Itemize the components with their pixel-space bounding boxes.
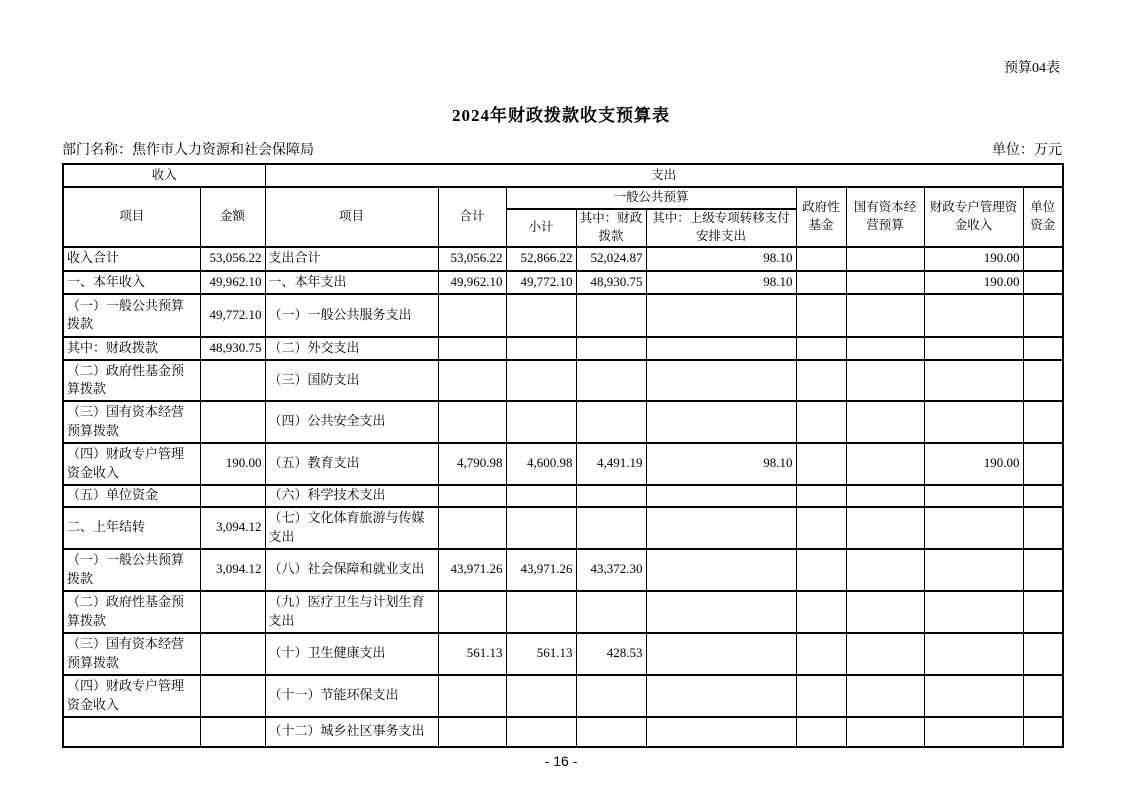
gov-fund-cell — [796, 485, 846, 507]
header-fiscal-appropriation: 其中：财政拨款 — [576, 209, 646, 247]
unit-funds-cell — [1023, 443, 1063, 485]
total-cell — [438, 717, 506, 747]
expense-item-cell: （八）社会保障和就业支出 — [265, 549, 438, 591]
header-row-sections — [63, 164, 1063, 187]
state-capital-cell — [846, 337, 924, 360]
fiscal-appropriation-cell: 4,491.19 — [576, 443, 646, 485]
fiscal-appropriation-cell — [576, 717, 646, 747]
state-capital-cell — [846, 401, 924, 443]
unit-funds-cell — [1023, 549, 1063, 591]
total-cell: 561.13 — [438, 633, 506, 675]
expense-item-cell: （九）医疗卫生与计划生育支出 — [265, 591, 438, 633]
subtotal-cell — [506, 401, 576, 443]
subtotal-cell — [506, 337, 576, 360]
table-row — [63, 485, 1063, 507]
header-row-columns — [63, 187, 1063, 209]
meta-row — [62, 139, 1062, 159]
budget-table — [62, 163, 1064, 748]
subtotal-cell: 49,772.10 — [506, 271, 576, 294]
special-account-cell — [924, 337, 1023, 360]
fiscal-appropriation-cell — [576, 507, 646, 549]
income-amount-cell — [200, 717, 265, 747]
gov-fund-cell — [796, 401, 846, 443]
income-item-cell: 收入合计 — [63, 247, 200, 271]
total-cell — [438, 360, 506, 401]
department-name-label: 部门名称：焦作市人力资源和社会保障局 — [62, 143, 314, 158]
fiscal-appropriation-cell — [576, 294, 646, 337]
header-gov-fund: 政府性基金 — [796, 187, 846, 247]
table-row — [63, 337, 1063, 360]
income-amount-cell: 53,056.22 — [200, 247, 265, 271]
superior-transfer-cell — [646, 294, 796, 337]
superior-transfer-cell — [646, 485, 796, 507]
income-amount-cell: 48,930.75 — [200, 337, 265, 360]
header-state-capital-budget: 国有资本经营预算 — [846, 187, 924, 247]
header-income-amount: 金额 — [200, 187, 265, 247]
expense-item-cell: （三）国防支出 — [265, 360, 438, 401]
gov-fund-cell — [796, 360, 846, 401]
special-account-cell: 190.00 — [924, 247, 1023, 271]
state-capital-cell — [846, 717, 924, 747]
subtotal-cell: 43,971.26 — [506, 549, 576, 591]
income-amount-cell — [200, 360, 265, 401]
special-account-cell — [924, 294, 1023, 337]
table-row — [63, 717, 1063, 747]
superior-transfer-cell: 98.10 — [646, 247, 796, 271]
income-item-cell: （二）政府性基金预算拨款 — [63, 591, 200, 633]
table-row — [63, 675, 1063, 717]
fiscal-appropriation-cell — [576, 485, 646, 507]
income-amount-cell — [200, 591, 265, 633]
superior-transfer-cell — [646, 633, 796, 675]
special-account-cell: 190.00 — [924, 443, 1023, 485]
unit-funds-cell — [1023, 717, 1063, 747]
total-cell: 4,790.98 — [438, 443, 506, 485]
superior-transfer-cell — [646, 675, 796, 717]
fiscal-appropriation-cell — [576, 401, 646, 443]
header-general-public-budget: 一般公共预算 — [506, 187, 796, 209]
unit-funds-cell — [1023, 360, 1063, 401]
unit-funds-cell — [1023, 294, 1063, 337]
table-row — [63, 591, 1063, 633]
table-row — [63, 443, 1063, 485]
expense-item-cell: （五）教育支出 — [265, 443, 438, 485]
total-cell — [438, 675, 506, 717]
special-account-cell — [924, 507, 1023, 549]
subtotal-cell: 52,866.22 — [506, 247, 576, 271]
subtotal-cell — [506, 591, 576, 633]
income-item-cell: （三）国有资本经营预算拨款 — [63, 401, 200, 443]
state-capital-cell — [846, 591, 924, 633]
superior-transfer-cell — [646, 401, 796, 443]
income-item-cell: 一、本年收入 — [63, 271, 200, 294]
expense-item-cell: （十）卫生健康支出 — [265, 633, 438, 675]
table-row — [63, 294, 1063, 337]
unit-funds-cell — [1023, 247, 1063, 271]
table-row — [63, 360, 1063, 401]
subtotal-cell — [506, 294, 576, 337]
total-cell: 43,971.26 — [438, 549, 506, 591]
special-account-cell: 190.00 — [924, 271, 1023, 294]
expense-item-cell: （十二）城乡社区事务支出 — [265, 717, 438, 747]
income-item-cell: （四）财政专户管理资金收入 — [63, 443, 200, 485]
total-cell — [438, 401, 506, 443]
state-capital-cell — [846, 360, 924, 401]
state-capital-cell — [846, 443, 924, 485]
table-body — [63, 247, 1063, 747]
header-unit-funds: 单位资金 — [1023, 187, 1063, 247]
income-amount-cell: 190.00 — [200, 443, 265, 485]
special-account-cell — [924, 360, 1023, 401]
header-income-item: 项目 — [63, 187, 200, 247]
fiscal-appropriation-cell — [576, 360, 646, 401]
state-capital-cell — [846, 633, 924, 675]
header-expenditure-section: 支出 — [265, 164, 1063, 187]
income-item-cell: 二、上年结转 — [63, 507, 200, 549]
state-capital-cell — [846, 675, 924, 717]
superior-transfer-cell — [646, 717, 796, 747]
total-cell — [438, 485, 506, 507]
gov-fund-cell — [796, 507, 846, 549]
fiscal-appropriation-cell — [576, 591, 646, 633]
total-cell: 49,962.10 — [438, 271, 506, 294]
expense-item-cell: （一）一般公共服务支出 — [265, 294, 438, 337]
unit-funds-cell — [1023, 675, 1063, 717]
special-account-cell — [924, 675, 1023, 717]
fiscal-appropriation-cell — [576, 337, 646, 360]
state-capital-cell — [846, 549, 924, 591]
page-title: 2024年财政拨款收支预算表 — [452, 106, 670, 125]
header-expense-item: 项目 — [265, 187, 438, 247]
superior-transfer-cell — [646, 507, 796, 549]
superior-transfer-cell — [646, 591, 796, 633]
special-account-cell — [924, 591, 1023, 633]
subtotal-cell — [506, 717, 576, 747]
unit-label: 单位：万元 — [992, 143, 1062, 158]
header-superior-transfer: 其中：上级专项转移支付安排支出 — [646, 209, 796, 247]
income-item-cell: （一）一般公共预算拨款 — [63, 294, 200, 337]
table-header — [63, 164, 1063, 247]
table-row — [63, 507, 1063, 549]
state-capital-cell — [846, 294, 924, 337]
unit-funds-cell — [1023, 507, 1063, 549]
superior-transfer-cell: 98.10 — [646, 271, 796, 294]
table-row — [63, 247, 1063, 271]
income-item-cell: （四）财政专户管理资金收入 — [63, 675, 200, 717]
subtotal-cell: 561.13 — [506, 633, 576, 675]
fiscal-appropriation-cell: 52,024.87 — [576, 247, 646, 271]
state-capital-cell — [846, 271, 924, 294]
special-account-cell — [924, 717, 1023, 747]
income-amount-cell: 3,094.12 — [200, 507, 265, 549]
income-amount-cell: 49,772.10 — [200, 294, 265, 337]
income-amount-cell: 49,962.10 — [200, 271, 265, 294]
gov-fund-cell — [796, 717, 846, 747]
header-income-section: 收入 — [63, 164, 265, 187]
table-row — [63, 633, 1063, 675]
income-amount-cell: 3,094.12 — [200, 549, 265, 591]
table-row — [63, 271, 1063, 294]
superior-transfer-cell: 98.10 — [646, 443, 796, 485]
expense-item-cell: （七）文化体育旅游与传媒支出 — [265, 507, 438, 549]
unit-funds-cell — [1023, 401, 1063, 443]
state-capital-cell — [846, 485, 924, 507]
state-capital-cell — [846, 507, 924, 549]
header-total: 合计 — [438, 187, 506, 247]
income-amount-cell — [200, 675, 265, 717]
subtotal-cell — [506, 507, 576, 549]
total-cell — [438, 294, 506, 337]
subtotal-cell — [506, 675, 576, 717]
table-row — [63, 549, 1063, 591]
total-cell — [438, 591, 506, 633]
expense-item-cell: 一、本年支出 — [265, 271, 438, 294]
state-capital-cell — [846, 247, 924, 271]
gov-fund-cell — [796, 337, 846, 360]
expense-item-cell: （二）外交支出 — [265, 337, 438, 360]
expense-item-cell: （六）科学技术支出 — [265, 485, 438, 507]
fiscal-appropriation-cell: 48,930.75 — [576, 271, 646, 294]
income-item-cell: （一）一般公共预算拨款 — [63, 549, 200, 591]
subtotal-cell — [506, 485, 576, 507]
header-special-account-income: 财政专户管理资金收入 — [924, 187, 1023, 247]
fiscal-appropriation-cell — [576, 675, 646, 717]
gov-fund-cell — [796, 247, 846, 271]
income-item-cell: （三）国有资本经营预算拨款 — [63, 633, 200, 675]
income-item-cell: （二）政府性基金预算拨款 — [63, 360, 200, 401]
header-subtotal: 小计 — [506, 209, 576, 247]
special-account-cell — [924, 401, 1023, 443]
expense-item-cell: （四）公共安全支出 — [265, 401, 438, 443]
expense-item-cell: （十一）节能环保支出 — [265, 675, 438, 717]
subtotal-cell: 4,600.98 — [506, 443, 576, 485]
income-amount-cell — [200, 485, 265, 507]
subtotal-cell — [506, 360, 576, 401]
gov-fund-cell — [796, 294, 846, 337]
gov-fund-cell — [796, 271, 846, 294]
special-account-cell — [924, 633, 1023, 675]
gov-fund-cell — [796, 675, 846, 717]
unit-funds-cell — [1023, 591, 1063, 633]
income-amount-cell — [200, 633, 265, 675]
total-cell — [438, 337, 506, 360]
superior-transfer-cell — [646, 337, 796, 360]
special-account-cell — [924, 485, 1023, 507]
income-item-cell: 其中：财政拨款 — [63, 337, 200, 360]
gov-fund-cell — [796, 633, 846, 675]
unit-funds-cell — [1023, 485, 1063, 507]
income-amount-cell — [200, 401, 265, 443]
gov-fund-cell — [796, 443, 846, 485]
income-item-cell: （五）单位资金 — [63, 485, 200, 507]
table-row — [63, 401, 1063, 443]
gov-fund-cell — [796, 591, 846, 633]
unit-funds-cell — [1023, 271, 1063, 294]
superior-transfer-cell — [646, 360, 796, 401]
unit-funds-cell — [1023, 633, 1063, 675]
fiscal-appropriation-cell: 43,372.30 — [576, 549, 646, 591]
special-account-cell — [924, 549, 1023, 591]
page-number: - 16 - — [544, 753, 578, 769]
income-item-cell — [63, 717, 200, 747]
form-number-label: 预算04表 — [1004, 61, 1060, 76]
expense-item-cell: 支出合计 — [265, 247, 438, 271]
fiscal-appropriation-cell: 428.53 — [576, 633, 646, 675]
unit-funds-cell — [1023, 337, 1063, 360]
total-cell — [438, 507, 506, 549]
gov-fund-cell — [796, 549, 846, 591]
total-cell: 53,056.22 — [438, 247, 506, 271]
superior-transfer-cell — [646, 549, 796, 591]
